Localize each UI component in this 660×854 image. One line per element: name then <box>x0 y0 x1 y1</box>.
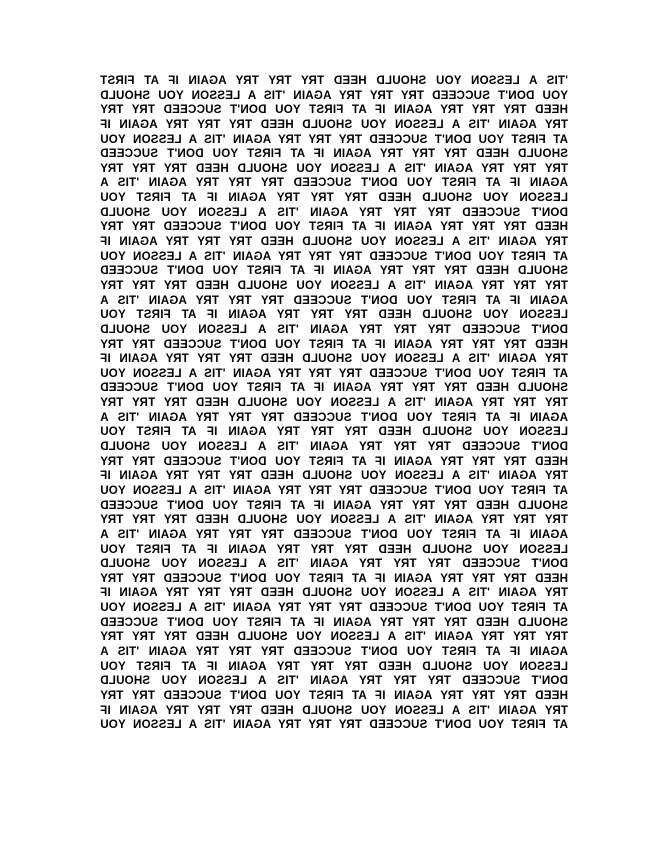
text-line: HEED TRY TRY TRY AGAIN IF AT FIRST YOU DON'T SUCCEED TRY TRY <box>100 454 568 468</box>
text-line: TRY TRY TRY AGAIN 'TIS A LESSON YOU SHOULD HEED TRY TRY TRY <box>100 513 568 527</box>
text-line: TRY AGAIN 'TIS A LESSON YOU SHOULD HEED TRY TRY TRY AGAIN IF <box>100 235 568 249</box>
text-line: AGAIN IF AT FIRST YOU DON'T SUCCEED TRY TRY TRY AGAIN 'TIS A <box>100 293 568 307</box>
text-line: TRY AGAIN 'TIS A LESSON YOU SHOULD HEED TRY TRY TRY AGAIN IF <box>100 703 568 717</box>
text-line: TRY AGAIN 'TIS A LESSON YOU SHOULD HEED TRY TRY TRY AGAIN IF <box>100 352 568 366</box>
text-line: LESSON YOU SHOULD HEED TRY TRY TRY AGAIN IF AT FIRST YOU <box>100 659 568 673</box>
text-line: AT FIRST YOU DON'T SUCCEED TRY TRY TRY AGAIN 'TIS A LESSON YOU <box>100 601 568 615</box>
mirrored-text-block <box>100 74 568 733</box>
text-line: LESSON YOU SHOULD HEED TRY TRY TRY AGAIN IF AT FIRST YOU <box>100 308 568 322</box>
text-line: YOU DON'T SUCCEED TRY TRY TRY AGAIN 'TIS A LESSON YOU SHOULD <box>100 88 568 102</box>
text-line: AT FIRST YOU DON'T SUCCEED TRY TRY TRY AGAIN 'TIS A LESSON YOU <box>100 483 568 497</box>
text-line: AGAIN IF AT FIRST YOU DON'T SUCCEED TRY TRY TRY AGAIN 'TIS A <box>100 644 568 658</box>
text-line: DON'T SUCCEED TRY TRY TRY AGAIN 'TIS A LESSON YOU SHOULD <box>100 440 568 454</box>
text-line: DON'T SUCCEED TRY TRY TRY AGAIN 'TIS A LESSON YOU SHOULD <box>100 557 568 571</box>
text-line: TRY AGAIN 'TIS A LESSON YOU SHOULD HEED TRY TRY TRY AGAIN IF <box>100 586 568 600</box>
text-line: TRY TRY TRY AGAIN 'TIS A LESSON YOU SHOULD HEED TRY TRY TRY <box>100 161 568 175</box>
text-line: LESSON YOU SHOULD HEED TRY TRY TRY AGAIN IF AT FIRST YOU <box>100 542 568 556</box>
text-line: HEED TRY TRY TRY AGAIN IF AT FIRST YOU DON'T SUCCEED TRY TRY <box>100 103 568 117</box>
text-line: AGAIN IF AT FIRST YOU DON'T SUCCEED TRY TRY TRY AGAIN 'TIS A <box>100 176 568 190</box>
text-line: TRY TRY TRY AGAIN 'TIS A LESSON YOU SHOULD HEED TRY TRY TRY <box>100 630 568 644</box>
text-line: HEED TRY TRY TRY AGAIN IF AT FIRST YOU DON'T SUCCEED TRY TRY <box>100 337 568 351</box>
text-line: LESSON YOU SHOULD HEED TRY TRY TRY AGAIN IF AT FIRST YOU <box>100 425 568 439</box>
text-line: AGAIN IF AT FIRST YOU DON'T SUCCEED TRY TRY TRY AGAIN 'TIS A <box>100 527 568 541</box>
text-line: TRY AGAIN 'TIS A LESSON YOU SHOULD HEED TRY TRY TRY AGAIN IF <box>100 469 568 483</box>
text-line: AT FIRST YOU DON'T SUCCEED TRY TRY TRY AGAIN 'TIS A LESSON YOU <box>100 366 568 380</box>
text-line: TRY AGAIN 'TIS A LESSON YOU SHOULD HEED TRY TRY TRY AGAIN IF <box>100 117 568 131</box>
text-line: SHOULD HEED TRY TRY TRY AGAIN IF AT FIRST YOU DON'T SUCCEED <box>100 615 568 629</box>
text-line: AT FIRST YOU DON'T SUCCEED TRY TRY TRY AGAIN 'TIS A LESSON YOU <box>100 249 568 263</box>
text-line: TRY TRY TRY AGAIN 'TIS A LESSON YOU SHOULD HEED TRY TRY TRY <box>100 278 568 292</box>
text-line: AT FIRST YOU DON'T SUCCEED TRY TRY TRY AGAIN 'TIS A LESSON YOU <box>100 718 568 732</box>
text-line: TRY TRY TRY AGAIN 'TIS A LESSON YOU SHOULD HEED TRY TRY TRY <box>100 396 568 410</box>
text-line: HEED TRY TRY TRY AGAIN IF AT FIRST YOU DON'T SUCCEED TRY TRY <box>100 688 568 702</box>
text-line: AGAIN IF AT FIRST YOU DON'T SUCCEED TRY TRY TRY AGAIN 'TIS A <box>100 410 568 424</box>
text-line: HEED TRY TRY TRY AGAIN IF AT FIRST YOU DON'T SUCCEED TRY TRY <box>100 220 568 234</box>
text-line: LESSON YOU SHOULD HEED TRY TRY TRY AGAIN IF AT FIRST YOU <box>100 191 568 205</box>
text-line: DON'T SUCCEED TRY TRY TRY AGAIN 'TIS A LESSON YOU SHOULD <box>100 322 568 336</box>
text-line: SHOULD HEED TRY TRY TRY AGAIN IF AT FIRST YOU DON'T SUCCEED <box>100 498 568 512</box>
text-line: AT FIRST YOU DON'T SUCCEED TRY TRY TRY AGAIN 'TIS A LESSON YOU <box>100 132 568 146</box>
text-line: DON'T SUCCEED TRY TRY TRY AGAIN 'TIS A LESSON YOU SHOULD <box>100 674 568 688</box>
text-line: SHOULD HEED TRY TRY TRY AGAIN IF AT FIRST YOU DON'T SUCCEED <box>100 264 568 278</box>
text-line: DON'T SUCCEED TRY TRY TRY AGAIN 'TIS A LESSON YOU SHOULD <box>100 205 568 219</box>
text-line: HEED TRY TRY TRY AGAIN IF AT FIRST YOU DON'T SUCCEED TRY TRY <box>100 571 568 585</box>
text-line: SHOULD HEED TRY TRY TRY AGAIN IF AT FIRST YOU DON'T SUCCEED <box>100 147 568 161</box>
text-line: 'TIS A LESSON YOU SHOULD HEED TRY TRY TRY AGAIN IF AT FIRST <box>100 74 568 87</box>
text-line: SHOULD HEED TRY TRY TRY AGAIN IF AT FIRST YOU DON'T SUCCEED <box>100 381 568 395</box>
